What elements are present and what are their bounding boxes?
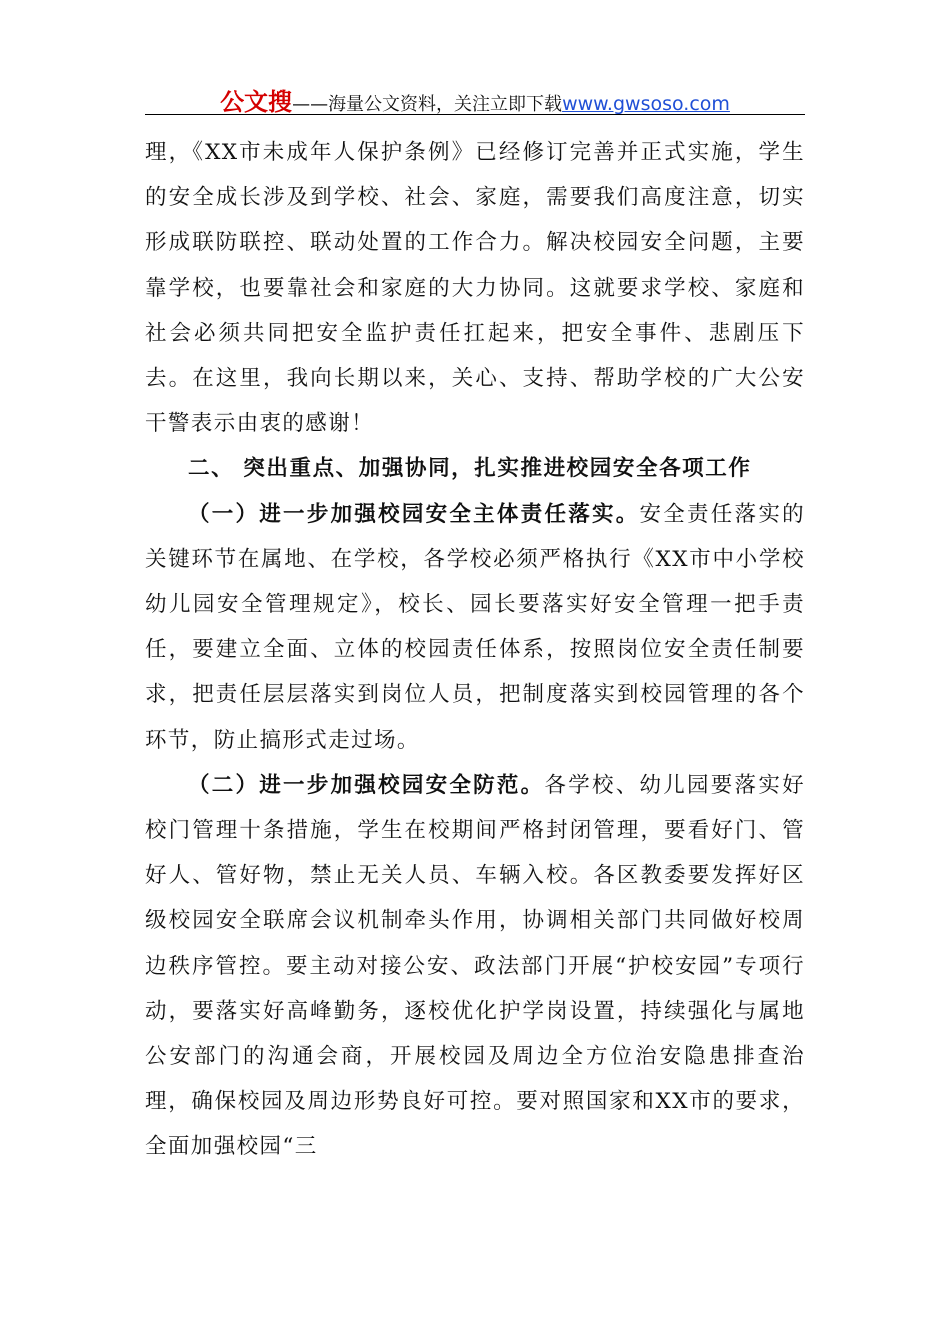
subsection-title-2: （二）进一步加强校园安全防范。 [188,772,545,798]
subsection-body-2: 各学校、幼儿园要落实好校门管理十条措施，学生在校期间严格封闭管理，要看好门、管好人、管好物，禁止无关人员、车辆入校。各区教委要发挥好区级校园安全联席会议机制牵头作用，协调相关部门共同做好校周边秩序管控。要主动对接公安、政法部门开展“护校安园”专项行动，要落实好高峰勤务，逐校优化护学岗设置，持续强化与属地公安部门的沟通会商，开展校园及周边全方位治安隐患排查治理，确保校园及周边形势良好可控。要对照国家和XX市的要求，全面加强校园“三 [145,772,805,1160]
header-tagline: ——海量公文资料，关注立即下载 [292,94,563,115]
section-heading: 二、 突出重点、加强协同，扎实推进校园安全各项工作 [188,456,752,482]
paragraph-subsection-2 [145,763,805,1170]
header-divider [145,114,805,115]
paragraph-continued: 理，《XX市未成年人保护条例》已经修订完善并正式实施，学生的安全成长涉及到学校、社会、家庭，需要我们高度注意，切实形成联防联控、联动处置的工作合力。解决校园安全问题，主要靠学校，也要靠社会和家庭的大力协同。这就要求学校、家庭和社会必须共同把安全监护责任扛起来，把安全事件、悲剧压下去。在这里，我向长期以来，关心、支持、帮助学校的广大公安干警表示由衷的感谢！ [145,140,805,437]
brand-logo-text: 公文搜 [220,88,293,116]
document-body [145,130,805,1170]
subsection-title-1: （一）进一步加强校园安全主体责任落实。 [188,501,640,527]
subsection-body-1: 安全责任落实的关键环节在属地、在学校，各学校必须严格执行《XX市中小学校幼儿园安全管理规定》，校长、园长要落实好安全管理一把手责任，要建立全面、立体的校园责任体系，按照岗位安全责任制要求，把责任层层落实到岗位人员，把制度落实到校园管理的各个环节，防止搞形式走过场。 [145,501,805,753]
page-header [145,82,805,114]
site-link[interactable]: www.gwsoso.com [562,93,730,115]
paragraph-subsection-1 [145,492,805,763]
